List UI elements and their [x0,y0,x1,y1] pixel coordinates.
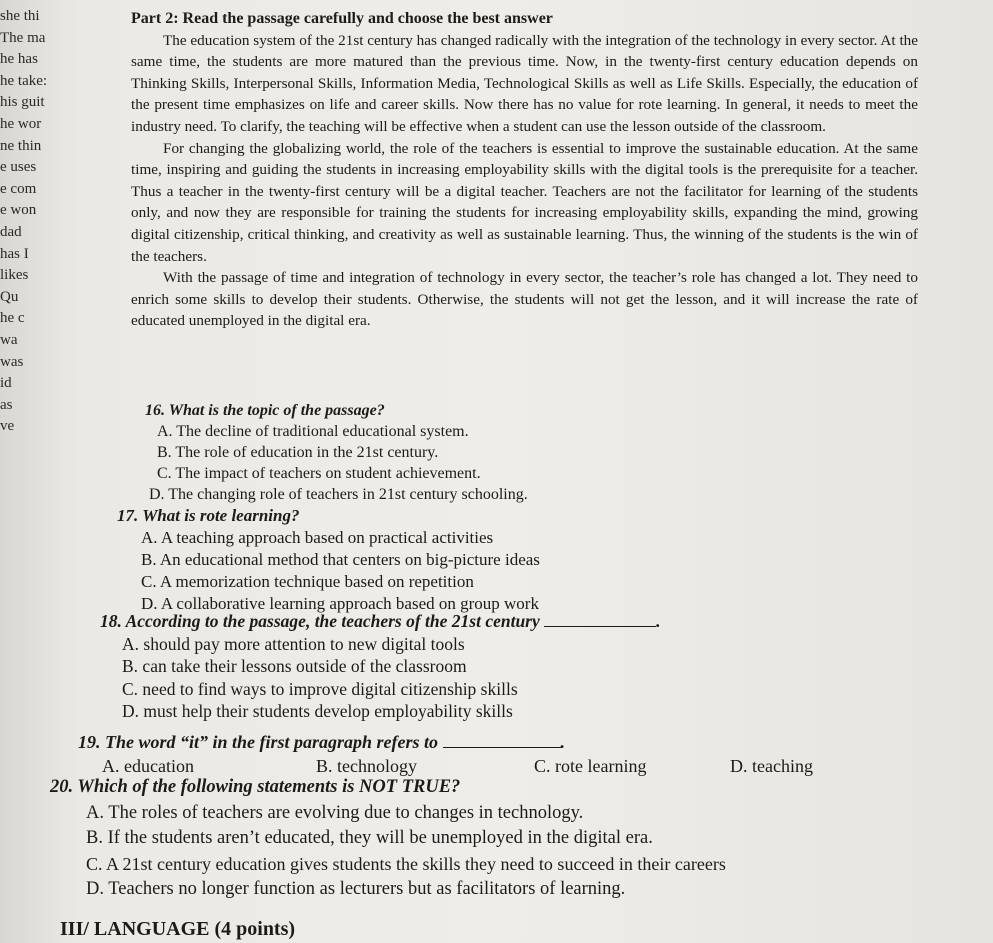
margin-fragment: likes [0,267,29,284]
answer-option: B. If the students aren’t educated, they will be unemployed in the digital era. [86,828,653,848]
reading-passage [131,8,918,332]
answer-option: A. The roles of teachers are evolving due to changes in technology. [86,802,584,823]
question-20 [50,775,726,903]
answer-blank [544,612,656,627]
margin-fragment: he has [0,51,38,68]
margin-fragment: dad [0,223,22,240]
answer-option: A. The decline of traditional educational system. [157,423,469,440]
answer-option: C. A memorization technique based on repetition [141,572,474,591]
question-stem: 16. What is the topic of the passage? [145,402,385,419]
passage-paragraph-3: With the passage of time and integration of technology in every sector, the teacher’s role has changed a lot. They need to enrich some skills to develop their students. Otherwise, the students will not get the lesson, and it will increase the rate of educated unemployed in the digital era. [131,269,918,330]
margin-fragment: has I [0,245,29,262]
answer-option: B. technology [316,756,417,776]
margin-fragment: wa [0,331,18,348]
passage-paragraph-2: For changing the globalizing world, the role of the teachers is essential to improve the sustainable education. At the same time, inspiring and guiding the students in increasing employability skills with the digital tools is the prerequisite for a teacher. Thus a teacher in the twenty-first century will be a digital teacher. Teachers are not the facilitator for learning of the students only, and now they are responsible for training the students for increasing employability skills, expanding the mind, growing digital citizenship, critical thinking, and creativity as well as sustainable learning. Thus, the winning of the students is the win of the teachers. [131,139,918,265]
margin-fragment: his guit [0,94,45,111]
margin-fragment: The ma [0,29,46,46]
margin-fragment: was [0,353,24,370]
answer-option: D. A collaborative learning approach based on group work [141,594,539,613]
question-stem-text: 19. The word “it” in the first paragraph refers to [78,732,439,752]
passage-paragraph-1: The education system of the 21st century has changed radically with the integration of the technology in every sector. At the same time, the students are more matured than the previous time. Now, in the twenty-first century education depends on Thinking Skills, Interpersonal Skills, Information Media, Technological Skills as well as Life Skills. Especially, the education of the present time emphasizes on life and career skills. Now there has no value for rote learning. In general, it needs to meet the industry need. To clarify, the teaching will be effective when a student can use the lesson outside of the classroom. [131,31,918,135]
question-19 [78,730,813,778]
answer-option: C. need to find ways to improve digital citizenship skills [122,678,518,699]
answer-option: C. The impact of teachers on student achievement. [157,465,481,482]
answer-option: B. An educational method that centers on big-picture ideas [141,550,540,569]
question-18 [100,610,661,723]
margin-fragment: ve [0,418,15,435]
question-stem-text: 18. According to the passage, the teachers of the 21st century [100,611,540,631]
part-title: Part 2: Read the passage carefully and choose the best answer [131,10,553,27]
answer-blank [443,733,561,748]
answer-option: D. teaching [730,756,813,776]
margin-fragment: she thi [0,8,40,24]
question-stem: 18. According to the passage, the teachers of the 21st century . [100,611,661,631]
answer-option: B. can take their lessons outside of the classroom [122,656,467,676]
answer-option: D. must help their students develop employability skills [122,701,513,721]
question-stem: 17. What is rote learning? [117,506,300,525]
answer-option: A. should pay more attention to new digital tools [122,633,465,654]
margin-fragment: id [0,375,12,392]
question-16 [145,400,528,505]
margin-fragment: he wor [0,115,42,132]
answer-option: D. Teachers no longer function as lecturers but as facilitators of learning. [86,879,626,899]
question-stem: 20. Which of the following statements is NOT TRUE? [50,777,461,797]
answer-option: A. A teaching approach based on practical activities [141,528,494,547]
answer-option: C. A 21st century education gives students the skills they need to succeed in their careers [86,853,726,874]
answer-option: D. The changing role of teachers in 21st century schooling. [149,486,528,503]
margin-fragment: as [0,396,13,413]
margin-fragment: e won [0,202,37,219]
answer-option: C. rote learning [534,756,647,776]
answer-option: B. The role of education in the 21st century. [157,444,439,461]
question-stem: 19. The word “it” in the first paragraph refers to . [78,732,566,752]
margin-fragment: he take: [0,72,48,89]
question-17 [117,505,540,615]
margin-fragment: Qu [0,288,19,305]
margin-fragment: he c [0,310,25,327]
margin-fragment: e uses [0,159,37,176]
margin-fragment: ne thin [0,137,42,154]
left-margin-cutoff-text [0,6,96,438]
answer-option: A. education [102,756,194,776]
section-heading: III/ LANGUAGE (4 points) [60,918,296,940]
margin-fragment: e com [0,180,37,197]
